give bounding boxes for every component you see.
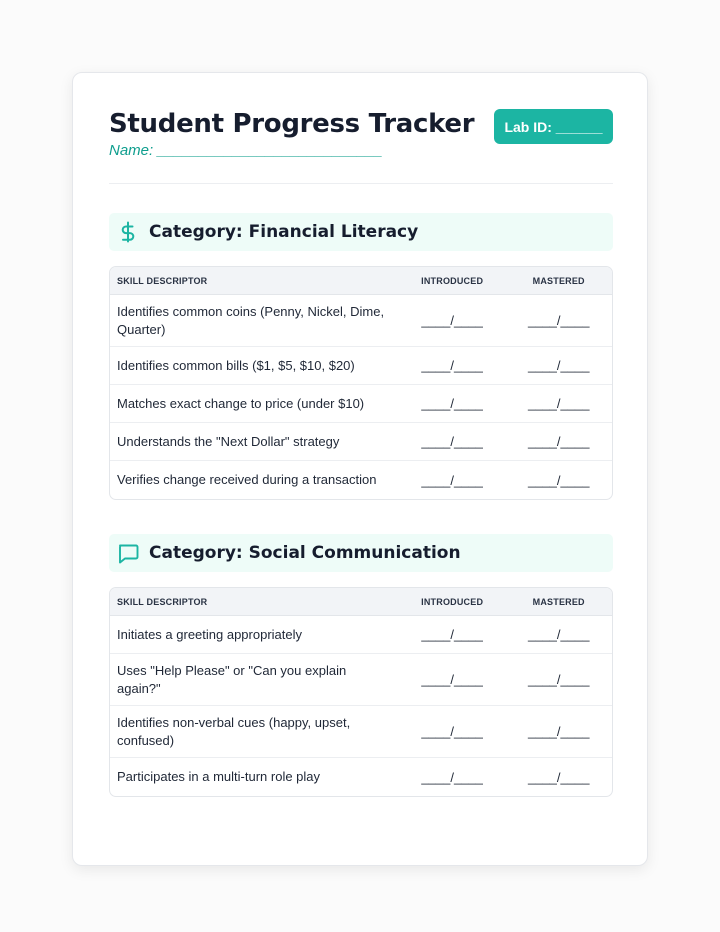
header-divider: [109, 183, 613, 184]
section-header-financial-literacy: [109, 213, 613, 251]
table-header: [110, 588, 612, 616]
skill-descriptor: Initiates a greeting appropriately: [117, 626, 303, 642]
table-row: [110, 461, 612, 499]
column-header-introduced: INTRODUCED: [421, 275, 484, 286]
introduced-date-blank: ____/____: [421, 672, 483, 687]
skill-descriptor: Uses "Help Please" or "Can you explain again?": [117, 662, 347, 696]
skill-descriptor: Identifies non-verbal cues (happy, upset, confused): [117, 714, 351, 748]
mastered-date-blank: ____/____: [527, 358, 590, 373]
introduced-date-blank: ____/____: [421, 434, 483, 449]
section-title: Category: Financial Literacy: [149, 222, 419, 242]
lab-id-badge: Lab ID: ______: [494, 109, 613, 144]
mastered-date-blank: ____/____: [527, 672, 590, 687]
dollar-sign-icon: [115, 219, 141, 245]
table-row: [110, 295, 612, 347]
table-row: [110, 347, 612, 385]
introduced-date-blank: ____/____: [421, 313, 483, 328]
column-header-mastered: MASTERED: [532, 596, 585, 607]
mastered-date-blank: ____/____: [527, 396, 590, 411]
section-title: Category: Social Communication: [149, 543, 461, 563]
column-header-introduced: INTRODUCED: [421, 596, 484, 607]
skill-descriptor: Understands the "Next Dollar" strategy: [117, 433, 340, 449]
column-header-skill: SKILL DESCRIPTOR: [117, 275, 208, 286]
skill-descriptor: Identifies common coins (Penny, Nickel, Dime, Quarter): [117, 303, 385, 337]
mastered-date-blank: ____/____: [527, 434, 590, 449]
worksheet-page: [72, 72, 648, 866]
introduced-date-blank: ____/____: [421, 472, 483, 488]
introduced-date-blank: ____/____: [421, 358, 483, 373]
mastered-date-blank: ____/____: [527, 769, 590, 785]
skills-table-social: [109, 587, 613, 797]
introduced-date-blank: ____/____: [421, 396, 483, 411]
mastered-date-blank: ____/____: [527, 313, 590, 328]
table-row: [110, 423, 612, 461]
column-header-skill: SKILL DESCRIPTOR: [117, 596, 208, 607]
table-header: [110, 267, 612, 295]
introduced-date-blank: ____/____: [421, 627, 483, 642]
table-row: [110, 654, 612, 706]
table-row: [110, 616, 612, 654]
skill-descriptor: Matches exact change to price (under $10): [117, 395, 365, 411]
header: [109, 109, 613, 185]
page-title: Student Progress Tracker: [109, 109, 475, 139]
table-row: [110, 385, 612, 423]
name-field: Name: ___________________________: [109, 142, 383, 159]
introduced-date-blank: ____/____: [421, 769, 483, 785]
table-row: [110, 706, 612, 758]
skills-table-financial: [109, 266, 613, 500]
skill-descriptor: Identifies common bills ($1, $5, $10, $20): [117, 357, 355, 373]
introduced-date-blank: ____/____: [421, 724, 483, 739]
skill-descriptor: Participates in a multi-turn role play: [117, 769, 321, 784]
section-header-social-communication: [109, 534, 613, 572]
mastered-date-blank: ____/____: [527, 472, 590, 488]
mastered-date-blank: ____/____: [527, 627, 590, 642]
table-row: [110, 758, 612, 796]
skill-descriptor: Verifies change received during a transaction: [117, 472, 377, 487]
column-header-mastered: MASTERED: [532, 275, 585, 286]
mastered-date-blank: ____/____: [527, 724, 590, 739]
speech-bubble-icon: [115, 540, 141, 566]
